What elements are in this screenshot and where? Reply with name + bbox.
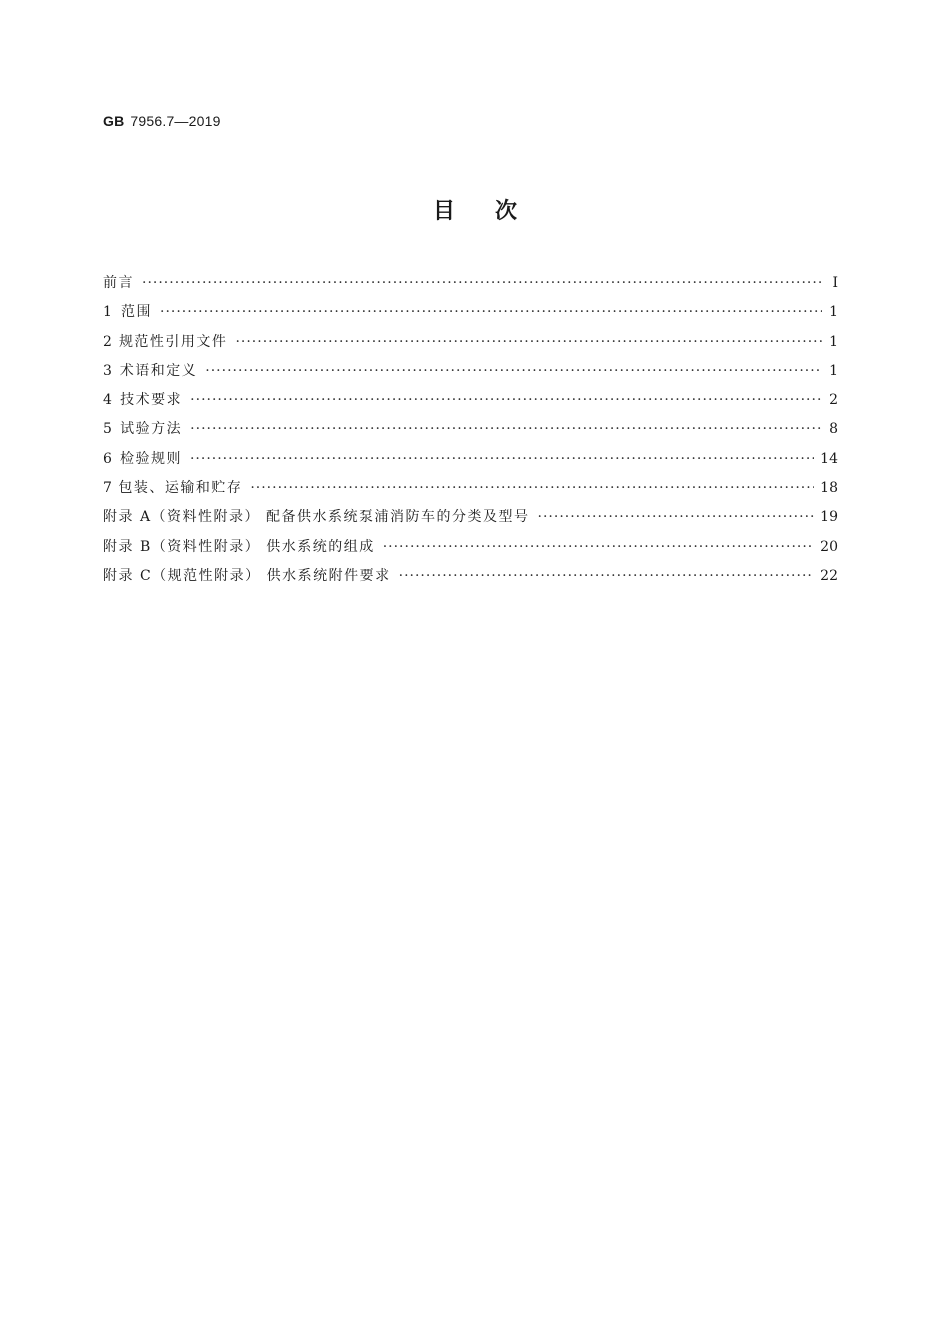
toc-page-number: 19 — [820, 509, 838, 526]
dot-leader — [399, 568, 815, 584]
toc-page-number: 1 — [829, 333, 838, 350]
toc-label: 包装、运输和贮存 — [118, 480, 243, 497]
toc-number: 4 — [103, 392, 112, 409]
toc-label: 检验规则 — [119, 450, 182, 467]
toc-number: 2 — [103, 333, 112, 350]
toc-page-number: 22 — [820, 567, 838, 584]
toc-item-annex-a[interactable] — [103, 506, 838, 535]
toc-item-annex-c[interactable] — [103, 565, 838, 594]
toc-page-number: 1 — [829, 362, 838, 379]
toc-page-number: 2 — [829, 392, 838, 409]
toc-item-foreword[interactable] — [103, 272, 838, 301]
toc-page-number: 14 — [820, 450, 838, 467]
toc-label: 范围 — [121, 304, 152, 321]
toc-number: 6 — [103, 450, 112, 467]
dot-leader — [190, 421, 822, 437]
toc-label: 附录 B（资料性附录） 供水系统的组成 — [103, 538, 375, 555]
toc-item-inspection-rules[interactable] — [103, 448, 838, 477]
toc-label: 术语和定义 — [119, 362, 198, 379]
table-of-contents — [103, 272, 838, 594]
standard-code — [103, 113, 221, 129]
dot-leader — [538, 509, 815, 525]
toc-label: 附录 A（资料性附录） 配备供水系统泵浦消防车的分类及型号 — [103, 509, 530, 526]
toc-label: 附录 C（规范性附录） 供水系统附件要求 — [103, 567, 391, 584]
toc-page-number: 20 — [820, 538, 838, 555]
toc-item-scope[interactable] — [103, 301, 838, 330]
toc-item-annex-b[interactable] — [103, 536, 838, 565]
dot-leader — [160, 304, 822, 320]
page-title: 目次 — [432, 199, 557, 224]
toc-item-normative-references[interactable] — [103, 331, 838, 360]
toc-item-terms-definitions[interactable] — [103, 360, 838, 389]
toc-number: 7 — [103, 480, 112, 497]
dot-leader — [235, 334, 822, 350]
toc-label: 技术要求 — [120, 392, 183, 409]
toc-item-technical-requirements[interactable] — [103, 389, 838, 418]
toc-item-packaging-storage[interactable] — [103, 477, 838, 506]
dot-leader — [205, 363, 822, 379]
toc-page-number: 8 — [829, 421, 838, 438]
standard-number: 7956.7—2019 — [130, 113, 221, 129]
dot-leader — [190, 451, 814, 467]
toc-label: 前言 — [103, 275, 134, 291]
standard-prefix: GB — [103, 113, 125, 129]
toc-page-number: Ⅰ — [832, 275, 838, 291]
dot-leader — [190, 392, 822, 408]
toc-number: 5 — [103, 421, 112, 438]
toc-number: 1 — [103, 304, 112, 321]
dot-leader — [250, 480, 814, 496]
toc-number: 3 — [103, 362, 112, 379]
toc-label: 试验方法 — [120, 421, 183, 438]
toc-page-number: 1 — [829, 304, 838, 321]
toc-item-test-methods[interactable] — [103, 418, 838, 447]
dot-leader — [383, 539, 814, 555]
toc-label: 规范性引用文件 — [118, 333, 228, 350]
dot-leader — [142, 275, 822, 291]
toc-page-number: 18 — [820, 480, 838, 497]
